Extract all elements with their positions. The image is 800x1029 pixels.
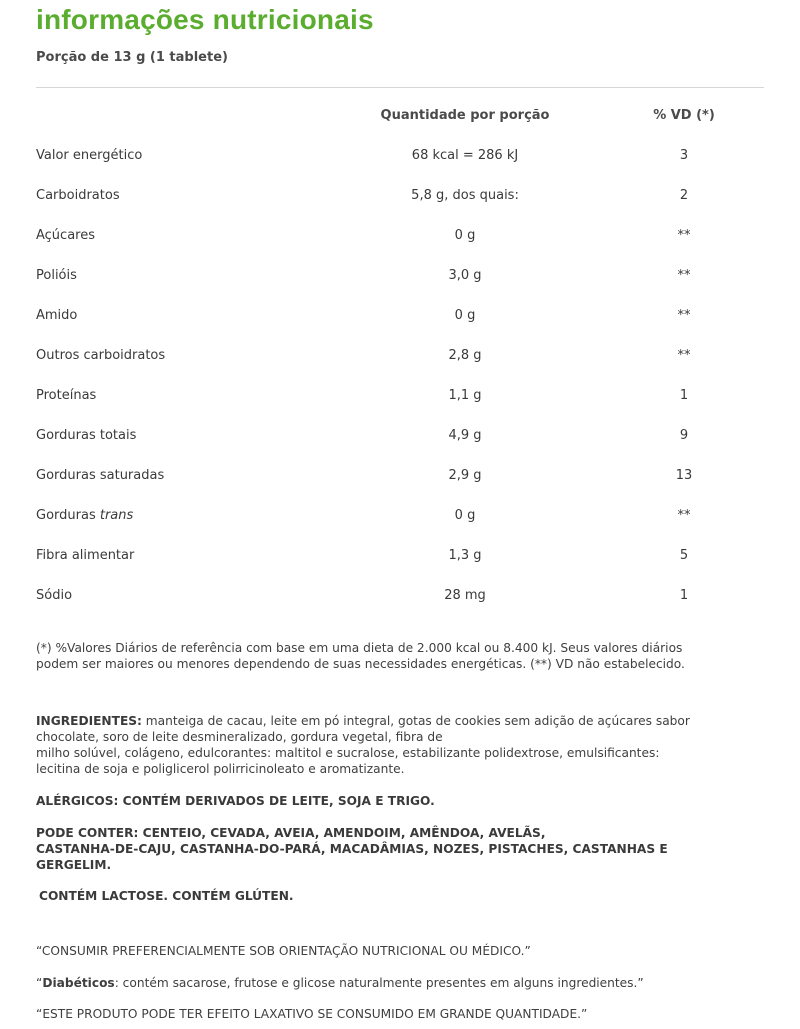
nutrient-quantity: 1,1 g — [448, 388, 482, 403]
lactose-gluten-warning: CONTÉM LACTOSE. CONTÉM GLÚTEN. — [39, 889, 294, 903]
nutrient-name — [36, 388, 96, 403]
ingredients-text: manteiga de cacau, leite em pó integral, gotas de cookies sem adição de açúcares sabor — [141, 714, 690, 728]
may-contain-warning — [36, 825, 766, 873]
table-row — [36, 457, 764, 497]
diabetics-text: : contém sacarose, frutose e glicose naturalmente presentes em alguns ingredientes.” — [114, 976, 644, 990]
table-row — [36, 337, 764, 377]
may-contain-line: PODE CONTER: CENTEIO, CEVADA, AVEIA, AMENDOIM, AMÊNDOA, AVELÃS, — [36, 826, 546, 840]
header-quantity: Quantidade por porção — [380, 108, 550, 123]
nutrient-name — [36, 548, 134, 563]
nutrient-name-text: Açúcares — [36, 228, 95, 243]
nutrient-name-text: Fibra alimentar — [36, 548, 135, 563]
nutrient-name-text: Gorduras — [36, 508, 100, 523]
allergens-warning: ALÉRGICOS: CONTÉM DERIVADOS DE LEITE, SOJA E TRIGO. — [36, 794, 435, 808]
nutrient-name — [36, 228, 95, 243]
nutrient-name-text: Valor energético — [36, 148, 143, 163]
nutrient-vd: 5 — [679, 548, 689, 563]
nutrient-name — [36, 188, 120, 203]
table-row — [36, 257, 764, 297]
portion-size: Porção de 13 g (1 tablete) — [36, 50, 228, 65]
table-body — [36, 137, 764, 617]
nutrient-name-text: Gorduras totais — [36, 428, 137, 443]
table-row — [36, 537, 764, 577]
nutrient-vd: 2 — [679, 188, 689, 203]
may-contain-line: GERGELIM. — [36, 858, 112, 872]
nutrient-name — [36, 268, 77, 283]
diabetics-notice: “Diabéticos: contém sacarose, frutose e glicose naturalmente presentes em alguns ingredientes.” — [36, 976, 644, 990]
nutrient-name-text: Amido — [36, 308, 78, 323]
table-row — [36, 377, 764, 417]
ingredients-text: milho solúvel, colágeno, edulcorantes: maltitol e sucralose, estabilizante polidextrose, emulsificantes: — [36, 746, 660, 760]
nutrient-quantity: 1,3 g — [448, 548, 482, 563]
nutrition-table — [36, 97, 764, 617]
ingredients-text: lecitina de soja e poliglicerol polirricinoleato e aromatizante. — [36, 762, 405, 776]
nutrient-vd: 13 — [675, 468, 693, 483]
table-header-row — [36, 97, 764, 137]
nutrient-vd: ** — [677, 308, 691, 323]
laxative-warning: “ESTE PRODUTO PODE TER EFEITO LAXATIVO SE CONSUMIDO EM GRANDE QUANTIDADE.” — [36, 1007, 588, 1021]
divider — [36, 87, 764, 88]
nutrient-name-text: Proteínas — [36, 388, 97, 403]
nutrient-name — [36, 148, 142, 163]
nutrient-vd: 9 — [679, 428, 689, 443]
footnote-line: podem ser maiores ou menores dependendo de suas necessidades energéticas. (**) VD não estabelecido. — [36, 657, 685, 671]
nutrient-vd: ** — [677, 348, 691, 363]
ingredients — [36, 713, 766, 777]
ingredients-label: INGREDIENTES: — [36, 714, 142, 728]
table-row — [36, 297, 764, 337]
nutrient-quantity: 3,0 g — [448, 268, 482, 283]
nutrient-name — [36, 308, 77, 323]
nutrient-quantity: 5,8 g, dos quais: — [411, 188, 519, 203]
nutrient-quantity: 0 g — [454, 228, 476, 243]
nutrient-name-text: Carboidratos — [36, 188, 120, 203]
diabetics-label: Diabéticos — [42, 976, 115, 990]
nutrient-name-emphasis: trans — [99, 508, 134, 523]
footnote-line: (*) %Valores Diários de referência com base em uma dieta de 2.000 kcal ou 8.400 kJ. Seus valores diários — [36, 641, 683, 655]
nutrient-vd: 1 — [679, 388, 689, 403]
table-row — [36, 217, 764, 257]
header-vd: % VD (*) — [653, 108, 715, 123]
nutrient-quantity: 0 g — [454, 308, 476, 323]
nutrient-name — [36, 348, 165, 363]
nutrient-name — [36, 508, 133, 523]
nutrient-name-text: Sódio — [36, 588, 73, 603]
nutrient-name — [36, 588, 72, 603]
nutrient-name — [36, 428, 136, 443]
nutrient-quantity: 28 mg — [444, 588, 486, 603]
table-row — [36, 497, 764, 537]
table-row — [36, 577, 764, 617]
ingredients-text: chocolate, soro de leite desmineralizado, gordura vegetal, fibra de — [36, 730, 443, 744]
nutrient-name-text: Outros carboidratos — [36, 348, 166, 363]
nutrient-vd: 1 — [679, 588, 689, 603]
nutrient-name — [36, 468, 164, 483]
footnote — [36, 640, 766, 672]
may-contain-line: CASTANHA-DE-CAJU, CASTANHA-DO-PARÁ, MACADÂMIAS, NOZES, PISTACHES, CASTANHAS E — [36, 842, 668, 856]
nutrient-vd: ** — [677, 268, 691, 283]
table-row — [36, 137, 764, 177]
nutrient-vd: ** — [677, 228, 691, 243]
table-row — [36, 417, 764, 457]
consumption-advice: “CONSUMIR PREFERENCIALMENTE SOB ORIENTAÇÃO NUTRICIONAL OU MÉDICO.” — [36, 944, 531, 958]
nutrient-vd: 3 — [679, 148, 689, 163]
nutrient-name-text: Polióis — [36, 268, 77, 283]
nutrient-quantity: 68 kcal = 286 kJ — [411, 148, 519, 163]
nutrient-quantity: 4,9 g — [448, 428, 482, 443]
table-row — [36, 177, 764, 217]
page-title: informações nutricionais — [36, 4, 374, 35]
nutrient-quantity: 0 g — [454, 508, 476, 523]
nutrient-vd: ** — [677, 508, 691, 523]
nutrient-quantity: 2,8 g — [448, 348, 482, 363]
nutrient-quantity: 2,9 g — [448, 468, 482, 483]
nutrient-name-text: Gorduras saturadas — [36, 468, 165, 483]
